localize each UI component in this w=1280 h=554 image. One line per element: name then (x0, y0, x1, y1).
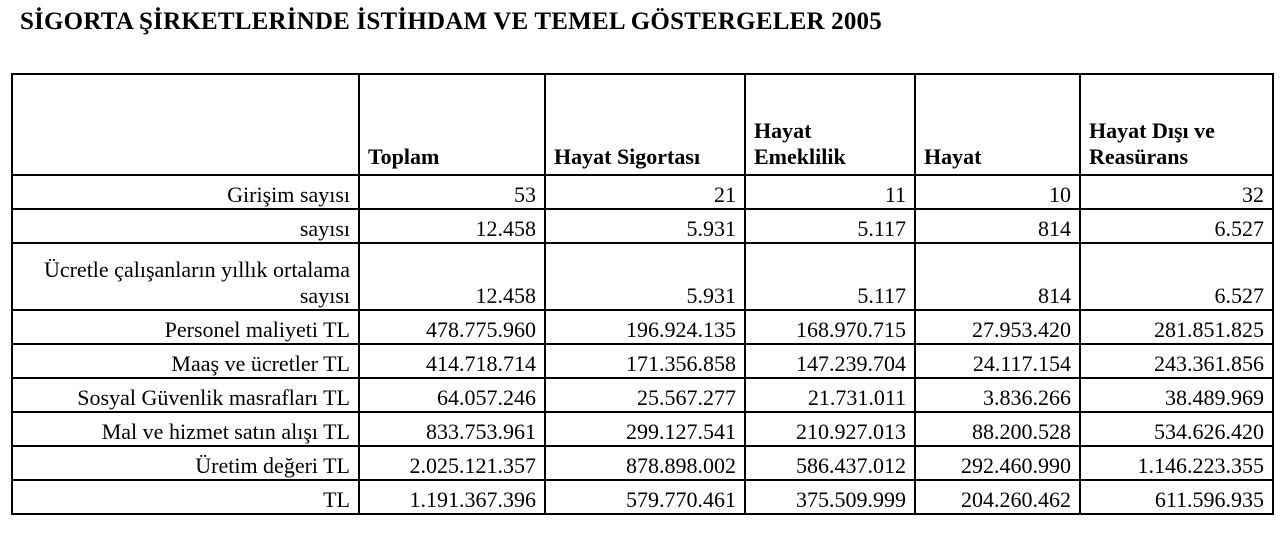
table-cell: 21.731.011 (745, 378, 915, 412)
row-label: Personel maliyeti TL (12, 310, 359, 344)
table-cell: 12.458 (359, 243, 545, 310)
table-row (12, 344, 1273, 378)
page-title: SİGORTA ŞİRKETLERİNDE İSTİHDAM VE TEMEL GÖSTERGELER 2005 (20, 8, 882, 35)
table-cell: 32 (1080, 175, 1273, 209)
table-cell: 11 (745, 175, 915, 209)
table-cell: 5.931 (545, 209, 745, 243)
row-label: Maaş ve ücretler TL (12, 344, 359, 378)
table-cell: 27.953.420 (915, 310, 1080, 344)
table-cell: 1.146.223.355 (1080, 446, 1273, 480)
table-cell: 171.356.858 (545, 344, 745, 378)
table-cell: 24.117.154 (915, 344, 1080, 378)
table-cell: 281.851.825 (1080, 310, 1273, 344)
column-header-hayat-emeklilik: Hayat Emeklilik (745, 74, 915, 175)
row-label: TL (12, 480, 359, 514)
table-cell: 478.775.960 (359, 310, 545, 344)
table-cell: 25.567.277 (545, 378, 745, 412)
table-cell: 878.898.002 (545, 446, 745, 480)
table-cell: 534.626.420 (1080, 412, 1273, 446)
row-label: Sosyal Güvenlik masrafları TL (12, 378, 359, 412)
table-cell: 6.527 (1080, 243, 1273, 310)
data-table (11, 73, 1274, 515)
table-cell: 12.458 (359, 209, 545, 243)
table-cell: 38.489.969 (1080, 378, 1273, 412)
table-row (12, 175, 1273, 209)
table-row (12, 480, 1273, 514)
table-cell: 1.191.367.396 (359, 480, 545, 514)
table-row (12, 310, 1273, 344)
column-header-hayat: Hayat (915, 74, 1080, 175)
table-cell: 6.527 (1080, 209, 1273, 243)
row-label: Girişim sayısı (12, 175, 359, 209)
table-cell: 833.753.961 (359, 412, 545, 446)
table-cell: 299.127.541 (545, 412, 745, 446)
table-row (12, 243, 1273, 310)
table-cell: 210.927.013 (745, 412, 915, 446)
table-cell: 204.260.462 (915, 480, 1080, 514)
table-cell: 243.361.856 (1080, 344, 1273, 378)
table-row (12, 378, 1273, 412)
table-cell: 64.057.246 (359, 378, 545, 412)
table-cell: 375.509.999 (745, 480, 915, 514)
table-cell: 53 (359, 175, 545, 209)
table-cell: 3.836.266 (915, 378, 1080, 412)
column-header-toplam: Toplam (359, 74, 545, 175)
table-cell: 5.117 (745, 243, 915, 310)
table-row (12, 412, 1273, 446)
column-header-hayat-sigortasi: Hayat Sigortası (545, 74, 745, 175)
table-cell: 196.924.135 (545, 310, 745, 344)
table-cell: 611.596.935 (1080, 480, 1273, 514)
table-cell: 10 (915, 175, 1080, 209)
column-header-empty (12, 74, 359, 175)
table-row (12, 209, 1273, 243)
row-label: Mal ve hizmet satın alışı TL (12, 412, 359, 446)
table-row (12, 446, 1273, 480)
table-cell: 586.437.012 (745, 446, 915, 480)
table-cell: 814 (915, 209, 1080, 243)
table-cell: 88.200.528 (915, 412, 1080, 446)
table-cell: 579.770.461 (545, 480, 745, 514)
table-cell: 814 (915, 243, 1080, 310)
column-header-hayat-disi-reasurans: Hayat Dışı ve Reasürans (1080, 74, 1273, 175)
table-cell: 2.025.121.357 (359, 446, 545, 480)
row-label: Ücretle çalışanların yıllık ortalama sayısı (12, 243, 359, 310)
table-cell: 147.239.704 (745, 344, 915, 378)
table-cell: 5.117 (745, 209, 915, 243)
table-cell: 168.970.715 (745, 310, 915, 344)
table-cell: 414.718.714 (359, 344, 545, 378)
row-label: sayısı (12, 209, 359, 243)
table-cell: 21 (545, 175, 745, 209)
table-cell: 292.460.990 (915, 446, 1080, 480)
table-header-row (12, 74, 1273, 175)
table-cell: 5.931 (545, 243, 745, 310)
row-label: Üretim değeri TL (12, 446, 359, 480)
